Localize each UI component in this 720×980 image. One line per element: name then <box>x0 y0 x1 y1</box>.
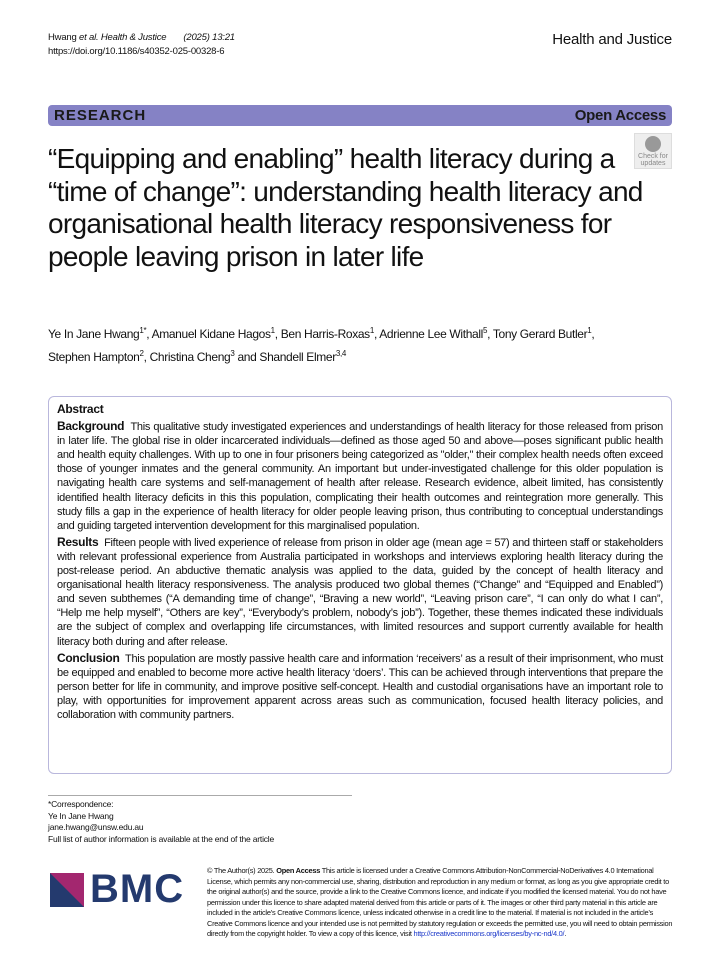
license-link[interactable]: http://creativecommons.org/licenses/by-nc-nd/4.0/ <box>413 929 565 938</box>
doi-link[interactable]: https://doi.org/10.1186/s40352-025-00328-6 <box>48 46 225 57</box>
article-type: RESEARCH <box>54 107 147 124</box>
author-separator: , <box>487 327 493 341</box>
author-affiliation: 1 <box>587 326 592 335</box>
author[interactable]: Christina Cheng <box>149 350 231 364</box>
citation-journal: Health & Justice <box>100 32 167 43</box>
license-statement <box>207 866 673 940</box>
running-header <box>48 31 235 59</box>
abstract-results <box>57 535 663 649</box>
section-text: This qualitative study investigated experiences and understandings of health literacy for those released from prison in later life. The global rise in older incarcerated individuals—defined as those aged 50 and above—poses significant public health and health equity challenges. With up to one in four prisoners being categorized as "older," their complex health needs often exceed those of younger inmates and the general community. An important but under-investigated challenge for this older population is navigating health care systems and self-management of health after release. Research evidence, albeit limited, has consistently identified health literacy deficits in this this population, complicating their health outcomes and reintegration more generally. This study fills a gap in the experience of health literacy for older people leaving prison, thus contributing to conceptual understandings and guiding targeted intervention development for this marginalised population. <box>57 421 663 532</box>
correspondence-name: Ye In Jane Hwang <box>48 810 114 821</box>
section-label: Background <box>57 419 125 434</box>
author-affiliation: 2 <box>139 349 144 358</box>
author[interactable]: Tony Gerard Butler <box>492 327 588 341</box>
license-text: This article is licensed under a Creative Commons Attribution-NonCommercial-NoDerivatives 4.0 International License, which permits any non-commercial use, sharing, distribution and reproduction in any medium or format, as long as you give appropriate credit to the original author(s) and the source, provide a link to the Creative Commons licence, and indicate if you modified the licensed material. You do not have permission under this licence to share adapted material derived from this article or parts of it. The images or other third party material in this article are included in the article’s Creative Commons licence, unless indicated otherwise in a credit line to the material. If material is not included in the article’s Creative Commons licence and your intended use is not permitted by statutory regulation or exceeds the permitted use, you will need to obtain permission directly from the copyright holder. To view a copy of this licence, visit <box>207 866 673 938</box>
article-type-banner <box>48 105 672 126</box>
license-suffix: . <box>564 929 567 938</box>
author-affiliation: 1 <box>369 326 374 335</box>
citation-etal: et al. <box>79 32 99 43</box>
abstract-box <box>48 396 672 774</box>
author[interactable]: Shandell Elmer <box>259 350 336 364</box>
author-separator: , <box>274 327 281 341</box>
correspondence-label: *Correspondence: <box>48 799 114 809</box>
author-separator: and <box>234 350 260 364</box>
section-label: Conclusion <box>57 650 120 665</box>
copyright: © The Author(s) 2025. <box>207 866 275 875</box>
author-separator: , <box>143 350 150 364</box>
section-label: Results <box>57 534 99 549</box>
open-access-label: Open Access <box>574 107 666 124</box>
author-list <box>48 321 678 367</box>
bmc-logo <box>50 867 184 912</box>
author-separator: , <box>373 327 380 341</box>
author[interactable]: Adrienne Lee Withall <box>379 327 483 341</box>
bmc-logo-text: BMC <box>90 867 185 911</box>
author-separator: , <box>591 327 595 341</box>
author-affiliation: 3,4 <box>335 349 346 358</box>
citation-year: (2025) 13:21 <box>183 32 235 43</box>
author-affiliation: 5 <box>482 326 488 335</box>
check-updates-label-2: updates <box>640 160 666 167</box>
author-affiliation: 1 <box>270 326 275 335</box>
check-updates-label: Check for <box>638 153 668 160</box>
author[interactable]: Amanuel Kidane Hagos <box>151 327 271 341</box>
author-affiliation: 1* <box>139 326 147 335</box>
author[interactable]: Ben Harris-Roxas <box>280 327 370 341</box>
author-affiliation: 3 <box>230 349 235 358</box>
open-access-bold: Open Access <box>276 866 321 875</box>
section-text: This population are mostly passive health care and information ‘receivers’ as a result of their imprisonment, who must be equipped and enabled to become more active health literacy ‘doers’. This can be achieved through interventions that prepare the person better for life in community, and improve positive self-concept. Health and custodial organisations have an important role to play, with opportunities for improvement apparent across areas such as communication, focused health literacy policies, and collaboration with community partners. <box>57 652 664 721</box>
abstract-conclusion <box>57 651 663 722</box>
footnote-divider <box>48 795 352 796</box>
journal-name: Health and Justice <box>552 31 672 48</box>
author-info-note: Full list of author information is available at the end of the article <box>48 833 275 844</box>
author[interactable]: Stephen Hampton <box>48 350 140 364</box>
abstract-background <box>57 419 663 533</box>
correspondence-email[interactable]: jane.hwang@unsw.edu.au <box>48 822 144 832</box>
section-text: Fifteen people with lived experience of release from prison in older age (mean age = 57) and thirteen staff or stakeholders with relevant professional experience from Australia participated in workshops and interviews exploring health literacy during the post-release period. An abductive thematic analysis was applied to the data, guided by the concept of health literacy and organisational health literacy responsiveness. The analysis produced two global themes (“Change” and “Equipped and Enabled”) and seven subthemes (“A demanding time of change”, “Braving a new world”, “Leaving prison care”, “I can only do what I can”, “Help me help myself”, “Others are key”, “Everybody’s problem, nobody’s job”). Together, these themes indicated these individuals are the subject of complex and overlapping life circumstances, with limited resources and support currently available for health literacy both during and after release. <box>57 536 663 648</box>
citation-authors: Hwang <box>48 32 77 43</box>
bmc-logo-mark-icon <box>50 873 84 907</box>
correspondence <box>48 799 274 845</box>
author[interactable]: Ye In Jane Hwang <box>48 327 140 341</box>
abstract-heading: Abstract <box>57 402 104 416</box>
article-title: “Equipping and enabling” health literacy during a “time of change”: understanding health literacy and organisational health literacy responsiveness for people leaving prison in later life <box>48 143 643 272</box>
author-separator: , <box>146 327 152 341</box>
